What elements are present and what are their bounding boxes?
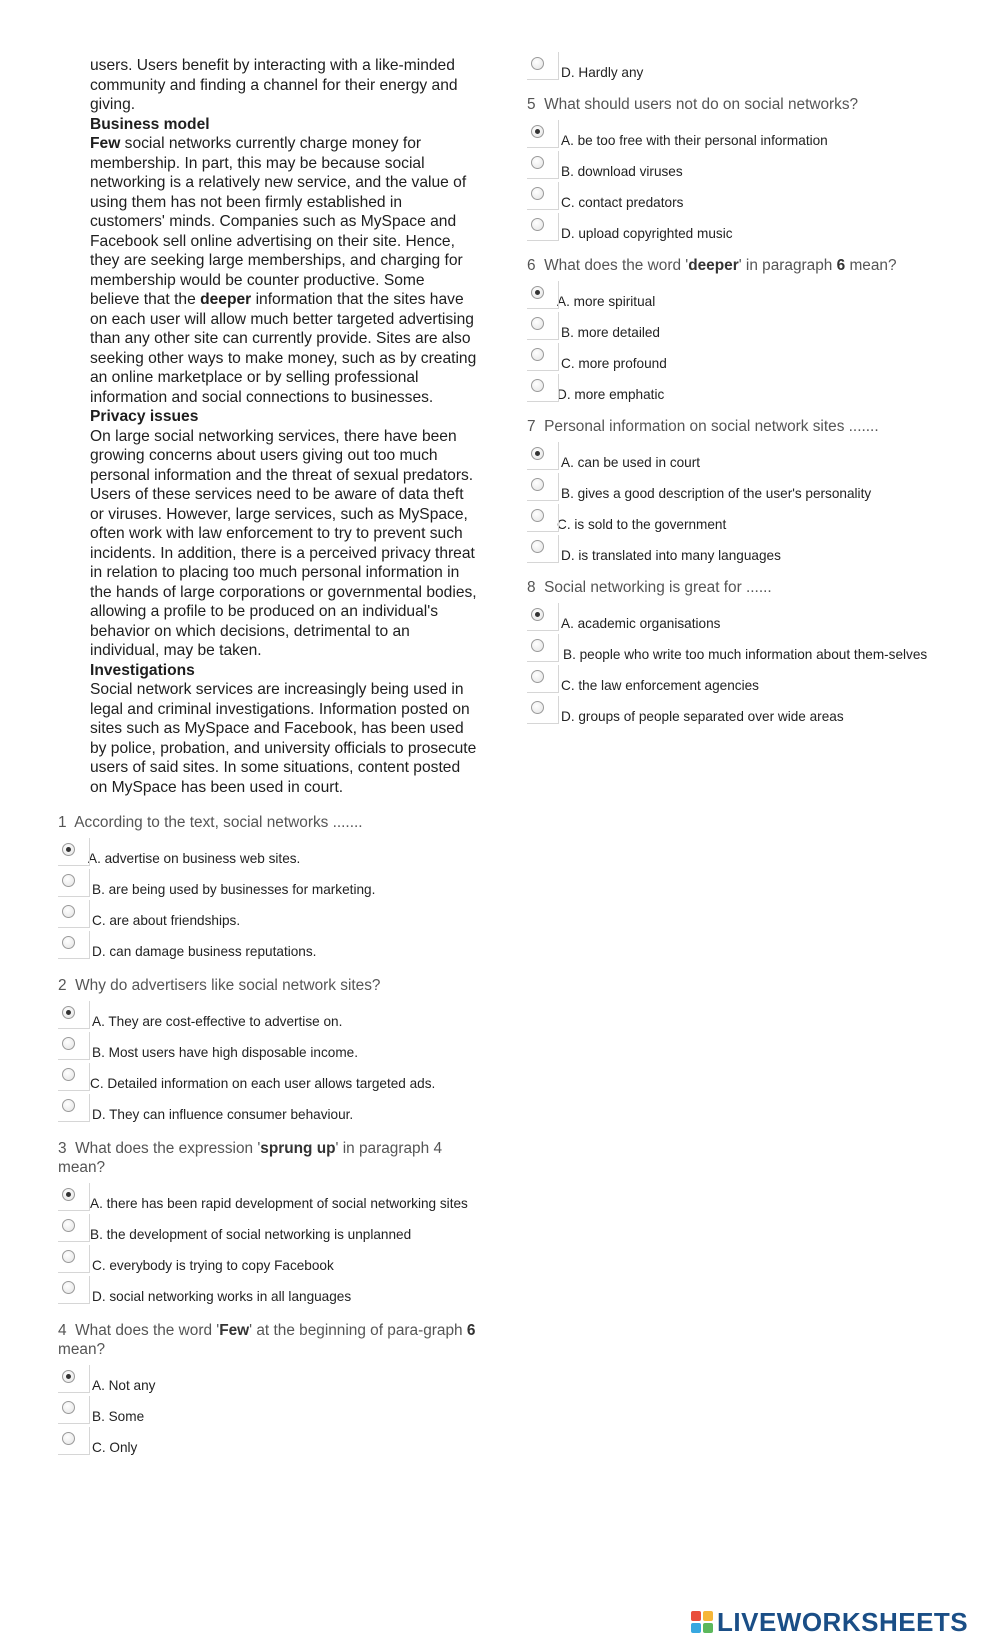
question-text: 8 Social networking is great for ...... [527, 579, 772, 596]
privacy-paragraph: On large social networking services, there have been growing concerns about users giving out too much personal information and the threat of sexual predators. Users of these services need to be aware of data theft or viruses. However, large services, such as MySpace, often work with law enforcement to try to prevent such incidents. In addition, there is a perceived privacy threat in relation to placing too much personal information in the hands of large corporations or governmental bodies, allowing a profile to be produced on an individual's behavior on which decisions, detrimental to an individual, may be taken. [90, 427, 477, 659]
option-a[interactable]: A. They are cost-effective to advertise on. [58, 1001, 478, 1032]
radio-checked-icon[interactable] [62, 1370, 75, 1383]
radio-checked-icon[interactable] [62, 1006, 75, 1019]
radio-icon[interactable] [531, 670, 544, 683]
question-1 [58, 813, 478, 962]
radio-icon[interactable] [531, 218, 544, 231]
radio-icon[interactable] [62, 905, 75, 918]
option-b[interactable]: B. the development of social networking is unplanned [58, 1214, 478, 1245]
liveworksheets-logo-icon [691, 1611, 713, 1633]
radio-icon[interactable] [531, 639, 544, 652]
option-d[interactable]: D. can damage business reputations. [58, 931, 478, 962]
question-text: 5 What should users not do on social networks? [527, 96, 859, 113]
option-d[interactable]: D. upload copyrighted music [527, 213, 947, 244]
option-a[interactable]: A. more spiritual [527, 281, 947, 312]
option-b[interactable]: B. gives a good description of the user's personality [527, 473, 947, 504]
option-d[interactable]: D. social networking works in all languages [58, 1276, 478, 1307]
radio-icon[interactable] [62, 1037, 75, 1050]
option-c[interactable]: C. is sold to the government [527, 504, 947, 535]
radio-icon[interactable] [62, 1099, 75, 1112]
option-b[interactable]: B. download viruses [527, 151, 947, 182]
radio-icon[interactable] [62, 936, 75, 949]
radio-checked-icon[interactable] [531, 286, 544, 299]
business-heading: Business model [90, 115, 210, 133]
question-5 [527, 95, 947, 244]
privacy-heading: Privacy issues [90, 408, 199, 425]
option-c[interactable]: C. Detailed information on each user allows targeted ads. [58, 1063, 478, 1094]
option-c[interactable]: C. contact predators [527, 182, 947, 213]
radio-checked-icon[interactable] [531, 608, 544, 621]
option-a[interactable]: A. be too free with their personal information [527, 120, 947, 151]
option-c[interactable]: C. more profound [527, 343, 947, 374]
radio-icon[interactable] [531, 478, 544, 491]
question-6 [527, 256, 947, 405]
option-a[interactable]: A. advertise on business web sites. [58, 838, 478, 869]
radio-icon[interactable] [62, 1068, 75, 1081]
option-c[interactable]: C. are about friendships. [58, 900, 478, 931]
radio-checked-icon[interactable] [531, 125, 544, 138]
question-text: 6 What does the word 'deeper' in paragraph 6 mean? [527, 257, 897, 274]
radio-icon[interactable] [531, 348, 544, 361]
radio-icon[interactable] [531, 379, 544, 392]
business-text-2: information that the sites have on each user will allow much better targeted advertising than any other site can currently provide. Sites are also seeking other ways to make money, such as by creating an online marketplace or by selling professional information and social connections to businesses. [90, 291, 477, 406]
radio-icon[interactable] [531, 156, 544, 169]
radio-icon[interactable] [531, 701, 544, 714]
left-column [58, 56, 478, 1458]
question-3 [58, 1139, 478, 1307]
option-d[interactable]: D. groups of people separated over wide areas [527, 696, 947, 727]
question-text: 3 What does the expression 'sprung up' in paragraph 4 mean? [58, 1140, 443, 1176]
radio-checked-icon[interactable] [62, 843, 75, 856]
question-4-continued [527, 52, 947, 83]
right-column [527, 52, 947, 727]
option-b[interactable]: B. Some [58, 1396, 478, 1427]
radio-icon[interactable] [531, 540, 544, 553]
quiz-left [58, 813, 478, 1458]
word-deeper: deeper [200, 291, 252, 308]
liveworksheets-logo [691, 1607, 968, 1637]
question-7 [527, 417, 947, 566]
business-paragraph [90, 134, 478, 407]
option-d[interactable]: D. They can influence consumer behaviour. [58, 1094, 478, 1125]
question-4 [58, 1321, 478, 1458]
question-text: 7 Personal information on social network sites ....... [527, 418, 879, 435]
reading-passage [58, 56, 478, 797]
option-a[interactable]: A. there has been rapid development of social networking sites [58, 1183, 478, 1214]
investigations-paragraph: Social network services are increasingly being used in legal and criminal investigations. Information posted on sites such as MySpace and Facebook, has been used by police, probation, and university officials to prosecute users of said sites. In some situations, content posted on MySpace has been used in court. [90, 681, 477, 796]
radio-checked-icon[interactable] [62, 1188, 75, 1201]
word-few: Few [90, 135, 121, 152]
radio-icon[interactable] [531, 187, 544, 200]
radio-checked-icon[interactable] [531, 447, 544, 460]
option-a[interactable]: A. academic organisations [527, 603, 947, 634]
radio-icon[interactable] [531, 509, 544, 522]
option-c[interactable]: C. everybody is trying to copy Facebook [58, 1245, 478, 1276]
option-b[interactable]: B. people who write too much information about them-selves [527, 634, 947, 665]
intro-paragraph: users. Users benefit by interacting with a like-minded community and finding a channel for their energy and giving. [90, 57, 458, 113]
option-b[interactable]: B. more detailed [527, 312, 947, 343]
radio-icon[interactable] [62, 1401, 75, 1414]
radio-icon[interactable] [531, 57, 544, 70]
question-text: 1 According to the text, social networks ....... [58, 814, 363, 831]
investigations-heading: Investigations [90, 661, 195, 679]
option-d[interactable]: D. more emphatic [527, 374, 947, 405]
option-d[interactable]: D. is translated into many languages [527, 535, 947, 566]
option-c[interactable]: C. the law enforcement agencies [527, 665, 947, 696]
option-b[interactable]: B. Most users have high disposable income. [58, 1032, 478, 1063]
question-text: 4 What does the word 'Few' at the beginning of para-graph 6 mean? [58, 1322, 476, 1358]
option-b[interactable]: B. are being used by businesses for marketing. [58, 869, 478, 900]
question-8 [527, 578, 947, 727]
question-2 [58, 976, 478, 1125]
option-c[interactable]: C. Only [58, 1427, 478, 1458]
option-d[interactable]: D. Hardly any [527, 52, 947, 83]
brand-name: LIVEWORKSHEETS [717, 1606, 969, 1637]
option-a[interactable]: A. Not any [58, 1365, 478, 1396]
radio-icon[interactable] [62, 874, 75, 887]
business-text-1: social networks currently charge money for membership. In part, this may be because social networking is a relatively new service, and the value of using them has not been firmly established in customers' minds. Companies such as MySpace and Facebook sell online advertising on their site. Hence, they are seeking large memberships, and charging for membership would be counter productive. Some believe that the [90, 135, 467, 308]
radio-icon[interactable] [62, 1432, 75, 1445]
radio-icon[interactable] [62, 1281, 75, 1294]
radio-icon[interactable] [62, 1219, 75, 1232]
option-a[interactable]: A. can be used in court [527, 442, 947, 473]
radio-icon[interactable] [531, 317, 544, 330]
radio-icon[interactable] [62, 1250, 75, 1263]
question-text: 2 Why do advertisers like social network sites? [58, 977, 381, 994]
